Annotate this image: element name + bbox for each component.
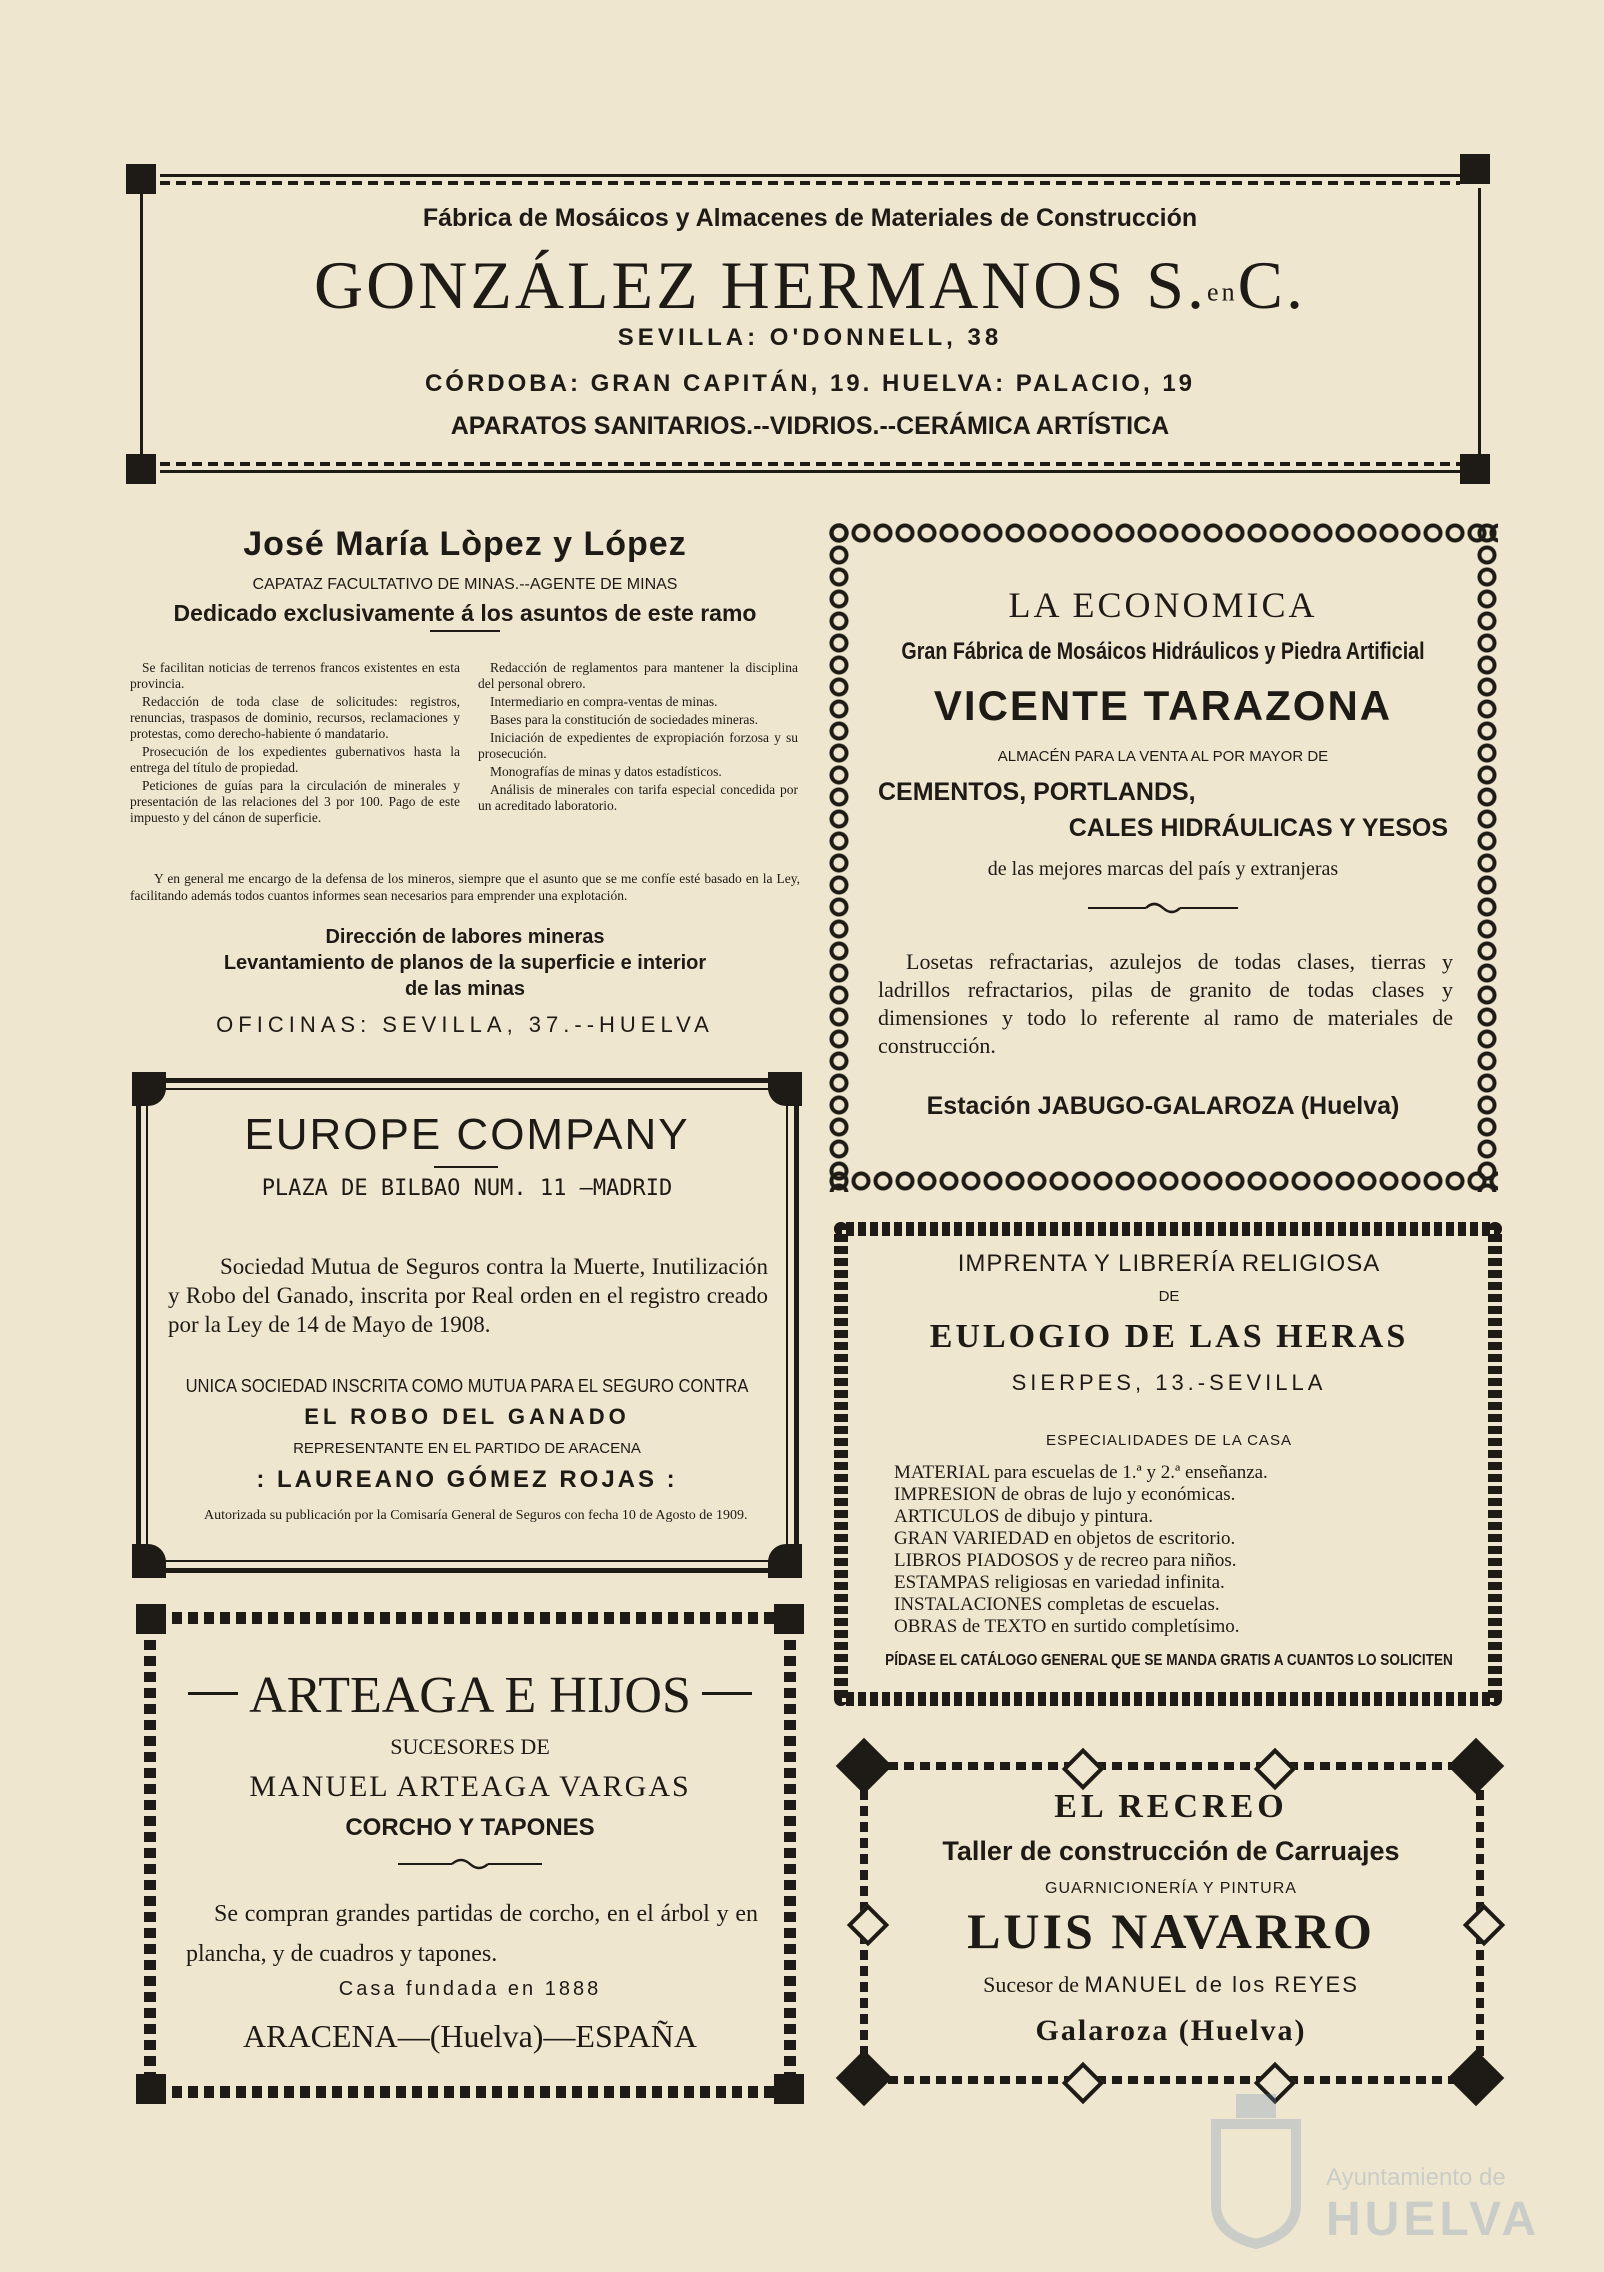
flourish-ornament <box>1086 900 1240 916</box>
gonzalez-name-main: GONZÁLEZ HERMANOS S. <box>314 247 1208 323</box>
arteaga-manuel: MANUEL ARTEAGA VARGAS <box>249 1770 691 1803</box>
imprenta-item: OBRAS de TEXTO en surtido completísimo. <box>894 1616 1240 1637</box>
lopez-name: José María Lòpez y López <box>243 525 687 563</box>
lopez-right-3: Bases para la constitución de sociedades mineras. <box>490 712 759 727</box>
flourish-ornament <box>396 1856 544 1872</box>
gonzalez-subtitle: Fábrica de Mosáicos y Almacenes de Materiales de Construcción <box>422 204 1198 232</box>
economica-estacion: Estación JABUGO-GALAROZA (Huelva) <box>926 1092 1400 1120</box>
lopez-direction3: de las minas <box>404 978 526 1000</box>
europe-unica: UNICA SOCIEDAD INSCRITA COMO MUTUA PARA EL SEGURO CONTRA <box>185 1376 749 1396</box>
watermark <box>1196 2084 1541 2254</box>
europe-address: PLAZA DE BILBAO NUM. 11 —MADRID <box>261 1176 673 1201</box>
economica-losetas: Losetas refractarias, azulejos de todas clases, tierras y ladrillos refractarios, pilas de granito de todas clases y dimensiones y todo lo referente al ramo de materiales de construcción. <box>878 949 1453 1058</box>
lopez-direction1: Dirección de labores mineras <box>325 926 605 948</box>
arteaga-place: ARACENA—(Huelva)—ESPAÑA <box>243 2018 697 2054</box>
imprenta-item: ARTICULOS de dibujo y pintura. <box>894 1506 1154 1527</box>
recreo-title: EL RECREO <box>1054 1788 1288 1825</box>
recreo-sucesor-name: MANUEL de los REYES <box>1084 1972 1359 1997</box>
arteaga-sucesores: SUCESORES DE <box>390 1734 550 1759</box>
gonzalez-name <box>124 246 1496 325</box>
lopez-left-col <box>130 660 460 828</box>
imprenta-item: ESTAMPAS religiosas en variedad infinita. <box>894 1572 1225 1593</box>
lopez-right-1: Redacción de reglamentos para mantener la disciplina del personal obrero. <box>478 660 798 691</box>
europe-agent: : LAUREANO GÓMEZ ROJAS : <box>256 1466 678 1493</box>
economica-cementos: CEMENTOS, PORTLANDS, <box>878 778 1196 806</box>
lopez-right-6: Análisis de minerales con tarifa especial concedida por un acreditado laboratorio. <box>478 782 798 813</box>
economica-subtitle: Gran Fábrica de Mosáicos Hidráulicos y Piedra Artificial <box>901 638 1425 665</box>
arteaga-title: ARTEAGA E HIJOS <box>249 1667 691 1724</box>
recreo-name: LUIS NAVARRO <box>967 1903 1375 1959</box>
lopez-right-5: Monografías de minas y datos estadísticos. <box>490 764 722 779</box>
lopez-left-2: Redacción de toda clase de solicitudes: registros, renuncias, traspasos de dominio, recursos, reclamaciones y protestas, como derecho-habiente ó mandatario. <box>130 694 460 741</box>
gonzalez-line3: APARATOS SANITARIOS.--VIDRIOS.--CERÁMICA ARTÍSTICA <box>450 412 1170 440</box>
recreo-sucesor <box>836 1972 1506 1998</box>
watermark-line2: HUELVA <box>1326 2193 1541 2246</box>
imprenta-items <box>894 1462 1474 1638</box>
recreo-ad <box>836 1734 1506 2108</box>
imprenta-item: MATERIAL para escuelas de 1.ª y 2.ª enseñanza. <box>894 1462 1268 1483</box>
europe-body: Sociedad Mutua de Seguros contra la Muerte, Inutilización y Robo del Ganado, inscrita por Real orden en el registro creado por la Ley de 14 de Mayo de 1908. <box>168 1254 768 1337</box>
lopez-left-1: Se facilitan noticias de terrenos francos existentes en esta provincia. <box>130 660 460 691</box>
lopez-left-3: Prosecución de los expedientes gubernativos hasta la entrega del título de propiedad. <box>130 744 460 775</box>
imprenta-name: EULOGIO DE LAS HERAS <box>929 1318 1409 1355</box>
arteaga-body: Se compran grandes partidas de corcho, en el árbol y en plancha, y de cuadros y tapones. <box>186 1901 758 1967</box>
economica-cales: CALES HIDRÁULICAS Y YESOS <box>1068 814 1448 842</box>
gonzalez-name-c: C. <box>1237 247 1306 323</box>
europe-ad <box>132 1072 802 1578</box>
lopez-right-col <box>478 660 798 816</box>
economica-ad <box>828 522 1498 1192</box>
arteaga-ad <box>136 1604 804 2104</box>
recreo-taller: Taller de construcción de Carruajes <box>942 1836 1400 1866</box>
imprenta-address: SIERPES, 13.-SEVILLA <box>1011 1370 1327 1395</box>
lopez-left-4: Peticiones de guías para la circulación de minerales y presentación de las relaciones del 3 por 100. Pago de este impuesto y del cánon de superficie. <box>130 778 460 825</box>
lopez-offices: OFICINAS: SEVILLA, 37.--HUELVA <box>216 1012 714 1037</box>
recreo-guarnicioneria: GUARNICIONERÍA Y PINTURA <box>1045 1880 1297 1897</box>
lopez-title: CAPATAZ FACULTATIVO DE MINAS.--AGENTE DE MINAS <box>252 576 678 593</box>
lopez-direction2: Levantamiento de planos de la superficie e interior <box>223 952 707 974</box>
imprenta-ad <box>834 1222 1504 1708</box>
recreo-sucesor-prefix: Sucesor de <box>983 1972 1080 1997</box>
imprenta-title: IMPRENTA Y LIBRERÍA RELIGIOSA <box>957 1250 1381 1277</box>
gonzalez-name-en: en <box>1207 277 1238 307</box>
economica-marcas: de las mejores marcas del país y extranjeras <box>987 858 1339 880</box>
europe-title: EUROPE COMPANY <box>244 1110 690 1159</box>
lopez-general: Y en general me encargo de la defensa de los mineros, siempre que el asunto que se me confíe esté basado en la Ley, facilitando además todos cuantos informes sean necesarios para emprender una explotación. <box>130 871 800 903</box>
economica-title: LA ECONOMICA <box>1008 585 1318 625</box>
arteaga-fundada: Casa fundada en 1888 <box>338 1978 602 2000</box>
gonzalez-ad <box>124 154 1496 490</box>
lopez-ad <box>120 520 810 1040</box>
crest-icon <box>1196 2084 1316 2254</box>
imprenta-especialidades: ESPECIALIDADES DE LA CASA <box>1046 1432 1292 1449</box>
arteaga-corcho: CORCHO Y TAPONES <box>345 1814 595 1841</box>
imprenta-item: GRAN VARIEDAD en objetos de escritorio. <box>894 1528 1236 1549</box>
gonzalez-line1: SEVILLA: O'DONNELL, 38 <box>617 324 1003 351</box>
imprenta-item: INSTALACIONES completas de escuelas. <box>894 1594 1220 1615</box>
imprenta-item: LIBROS PIADOSOS y de recreo para niños. <box>894 1550 1237 1571</box>
europe-robo: EL ROBO DEL GANADO <box>304 1404 630 1429</box>
imprenta-de: DE <box>1158 1288 1180 1305</box>
lopez-dedication: Dedicado exclusivamente á los asuntos de este ramo <box>173 600 757 626</box>
watermark-line1: Ayuntamiento de <box>1326 2164 1506 2191</box>
europe-autorizada: Autorizada su publicación por la Comisaría General de Seguros con fecha 10 de Agosto de 1909. <box>204 1508 748 1523</box>
europe-representante: REPRESENTANTE EN EL PARTIDO DE ARACENA <box>293 1440 641 1457</box>
gonzalez-line2: CÓRDOBA: GRAN CAPITÁN, 19. HUELVA: PALACIO, 19 <box>424 370 1196 397</box>
economica-name: VICENTE TARAZONA <box>933 682 1393 729</box>
lopez-right-4: Iniciación de expedientes de expropiación forzosa y su prosecución. <box>478 730 798 761</box>
imprenta-catalogo: PÍDASE EL CATÁLOGO GENERAL QUE SE MANDA GRATIS A CUANTOS LO SOLICITEN <box>885 1652 1453 1669</box>
recreo-place: Galaroza (Huelva) <box>1035 2014 1307 2047</box>
imprenta-item: IMPRESION de obras de lujo y económicas. <box>894 1484 1236 1505</box>
economica-almacen: ALMACÉN PARA LA VENTA AL POR MAYOR DE <box>997 748 1329 765</box>
lopez-right-2: Intermediario en compra-ventas de minas. <box>490 694 718 709</box>
